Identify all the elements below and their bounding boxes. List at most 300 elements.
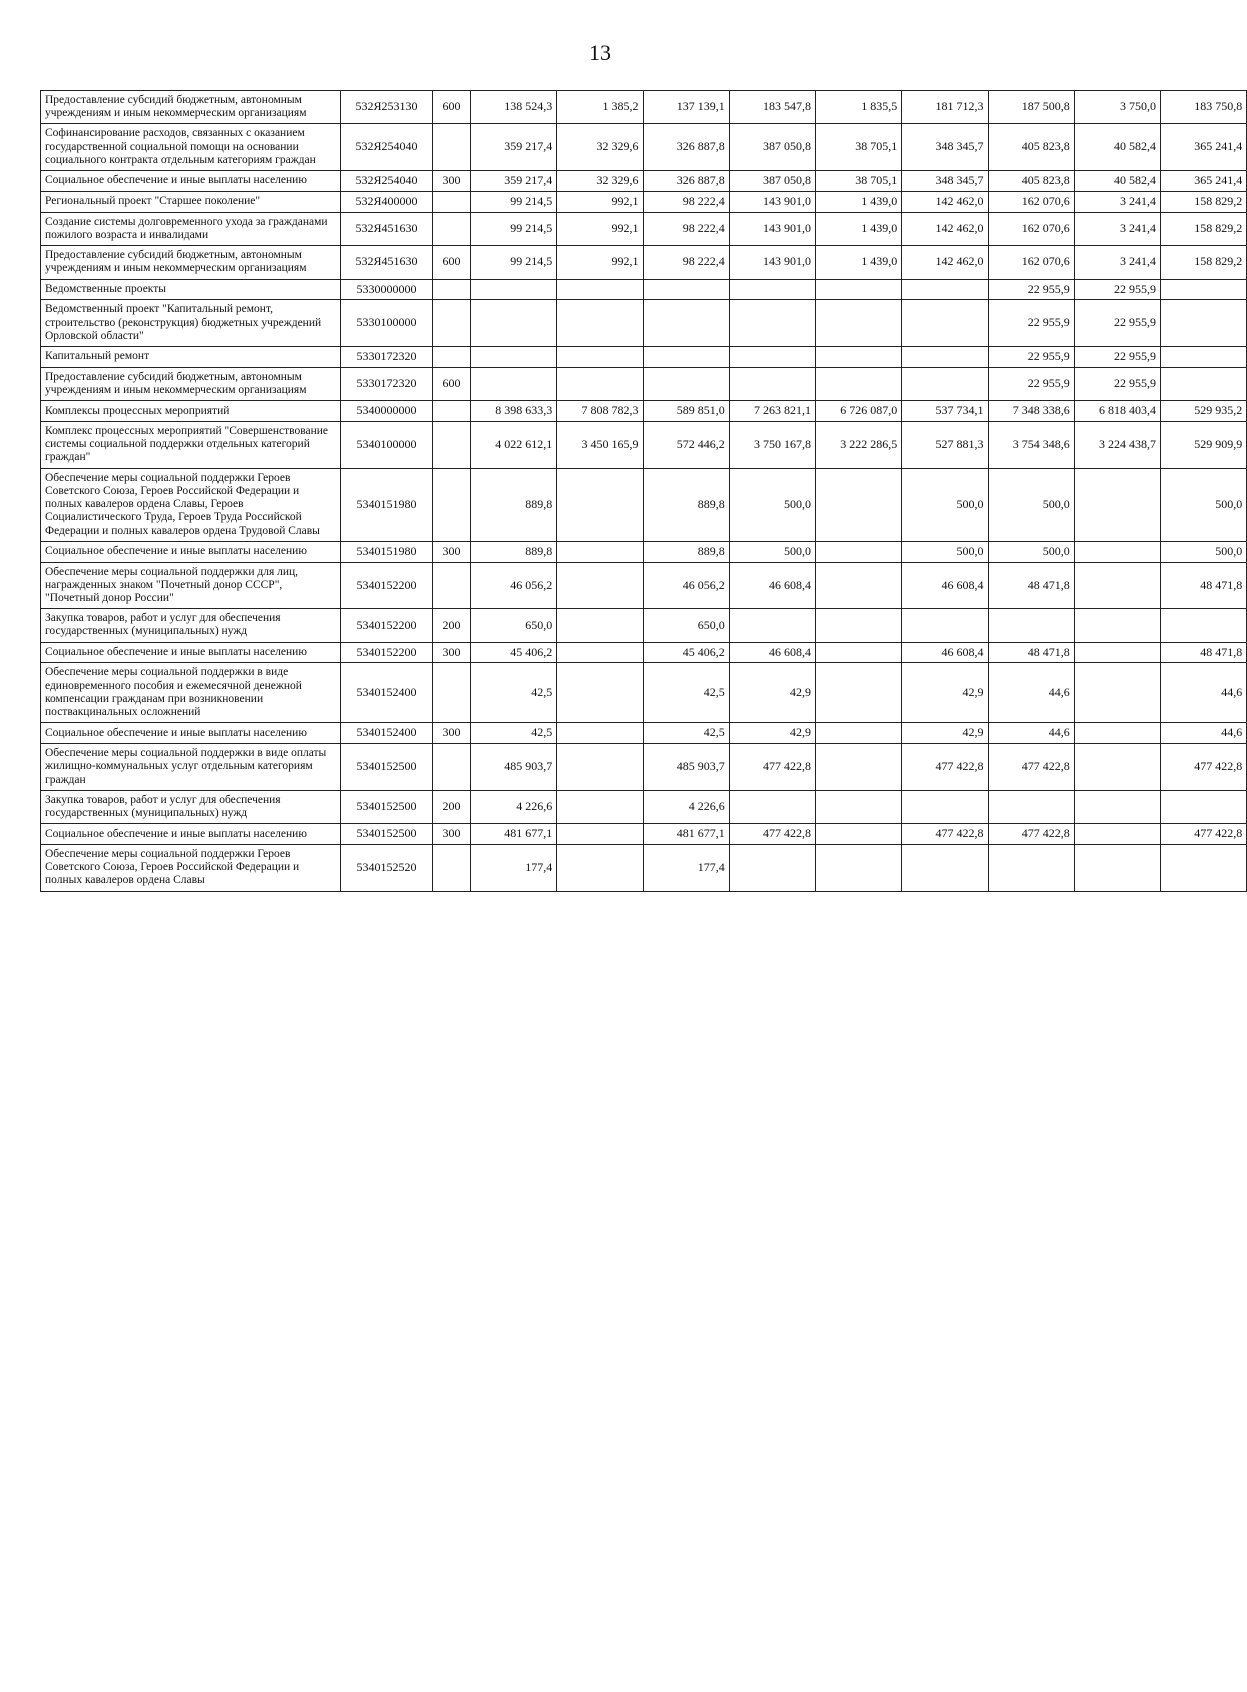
- row-code: 532Я254040: [341, 124, 433, 171]
- row-amount: 527 881,3: [902, 422, 988, 469]
- row-amount: [988, 845, 1074, 892]
- row-amount: 177,4: [643, 845, 729, 892]
- row-amount: 650,0: [471, 609, 557, 642]
- budget-table: [40, 90, 1247, 892]
- row-description: Региональный проект "Старшее поколение": [41, 191, 341, 212]
- row-description: Комплексы процессных мероприятий: [41, 401, 341, 422]
- row-amount: 500,0: [988, 468, 1074, 541]
- row-amount: 500,0: [1161, 541, 1247, 562]
- row-amount: 3 241,4: [1074, 246, 1160, 279]
- row-amount: 3 241,4: [1074, 191, 1160, 212]
- row-amount: 477 422,8: [1161, 824, 1247, 845]
- row-amount: [816, 541, 902, 562]
- row-amount: [729, 845, 815, 892]
- row-amount: 992,1: [557, 246, 643, 279]
- row-description: Капитальный ремонт: [41, 347, 341, 368]
- row-amount: 4 226,6: [471, 790, 557, 823]
- row-code: 5340152200: [341, 609, 433, 642]
- row-amount: 46 608,4: [729, 562, 815, 609]
- row-amount: [471, 367, 557, 400]
- row-amount: [816, 642, 902, 663]
- row-amount: 365 241,4: [1161, 124, 1247, 171]
- row-amount: 3 224 438,7: [1074, 422, 1160, 469]
- table-row: [41, 124, 1247, 171]
- row-type-code: [433, 212, 471, 245]
- row-amount: [557, 279, 643, 300]
- row-description: Софинансирование расходов, связанных с оказанием государственной социальной помощи на основании социального контракта отдельным категориям граждан: [41, 124, 341, 171]
- row-amount: 889,8: [643, 468, 729, 541]
- row-code: 5340152400: [341, 723, 433, 744]
- row-amount: 3 750 167,8: [729, 422, 815, 469]
- row-amount: 537 734,1: [902, 401, 988, 422]
- row-amount: [902, 609, 988, 642]
- table-row: [41, 246, 1247, 279]
- row-amount: 99 214,5: [471, 191, 557, 212]
- row-amount: 3 750,0: [1074, 91, 1160, 124]
- row-amount: 477 422,8: [902, 824, 988, 845]
- row-amount: 1 835,5: [816, 91, 902, 124]
- row-amount: [557, 642, 643, 663]
- row-amount: 32 329,6: [557, 124, 643, 171]
- row-code: 5330100000: [341, 300, 433, 347]
- row-amount: 38 705,1: [816, 124, 902, 171]
- row-amount: 326 887,8: [643, 171, 729, 192]
- row-amount: [1161, 347, 1247, 368]
- row-amount: 44,6: [1161, 723, 1247, 744]
- row-amount: [557, 609, 643, 642]
- row-amount: 177,4: [471, 845, 557, 892]
- row-amount: 44,6: [988, 723, 1074, 744]
- row-amount: [816, 790, 902, 823]
- row-amount: 46 608,4: [902, 642, 988, 663]
- row-description: Обеспечение меры социальной поддержки Героев Советского Союза, Героев Российской Федерации и полных кавалеров ордена Славы: [41, 845, 341, 892]
- row-amount: 48 471,8: [988, 642, 1074, 663]
- table-row: [41, 744, 1247, 791]
- row-amount: [816, 367, 902, 400]
- row-amount: [1074, 824, 1160, 845]
- row-amount: 38 705,1: [816, 171, 902, 192]
- row-code: 5340152200: [341, 562, 433, 609]
- row-amount: 650,0: [643, 609, 729, 642]
- row-amount: 8 398 633,3: [471, 401, 557, 422]
- row-description: Социальное обеспечение и иные выплаты населению: [41, 642, 341, 663]
- row-amount: 22 955,9: [1074, 367, 1160, 400]
- row-amount: [1161, 845, 1247, 892]
- row-amount: 6 818 403,4: [1074, 401, 1160, 422]
- table-row: [41, 171, 1247, 192]
- row-code: 532Я254040: [341, 171, 433, 192]
- row-description: Предоставление субсидий бюджетным, автономным учреждениям и иным некоммерческим организациям: [41, 91, 341, 124]
- row-amount: 529 935,2: [1161, 401, 1247, 422]
- row-code: 532Я451630: [341, 212, 433, 245]
- row-amount: 500,0: [988, 541, 1074, 562]
- row-amount: [1074, 562, 1160, 609]
- row-amount: 181 712,3: [902, 91, 988, 124]
- row-amount: 326 887,8: [643, 124, 729, 171]
- row-amount: 142 462,0: [902, 212, 988, 245]
- row-amount: 142 462,0: [902, 191, 988, 212]
- row-amount: [557, 541, 643, 562]
- row-code: 5340152520: [341, 845, 433, 892]
- row-amount: 992,1: [557, 191, 643, 212]
- row-amount: 162 070,6: [988, 191, 1074, 212]
- row-amount: 348 345,7: [902, 171, 988, 192]
- row-amount: 48 471,8: [1161, 562, 1247, 609]
- row-amount: 481 677,1: [471, 824, 557, 845]
- row-amount: [1161, 367, 1247, 400]
- row-amount: 359 217,4: [471, 124, 557, 171]
- table-row: [41, 422, 1247, 469]
- row-type-code: 200: [433, 790, 471, 823]
- row-amount: [557, 663, 643, 723]
- table-row: [41, 541, 1247, 562]
- row-code: 5340100000: [341, 422, 433, 469]
- row-amount: [1161, 300, 1247, 347]
- row-amount: [816, 663, 902, 723]
- row-type-code: [433, 468, 471, 541]
- row-code: 5340151980: [341, 468, 433, 541]
- page-number: 13: [589, 40, 611, 65]
- row-type-code: [433, 845, 471, 892]
- table-row: [41, 91, 1247, 124]
- row-amount: [557, 347, 643, 368]
- row-amount: 22 955,9: [988, 347, 1074, 368]
- row-type-code: [433, 300, 471, 347]
- table-row: [41, 279, 1247, 300]
- row-description: Обеспечение меры социальной поддержки в виде единовременного пособия и ежемесячной денежной компенсации гражданам при возникновении поствакцинальных осложнений: [41, 663, 341, 723]
- row-amount: 45 406,2: [643, 642, 729, 663]
- row-description: Предоставление субсидий бюджетным, автономным учреждениям и иным некоммерческим организациям: [41, 246, 341, 279]
- row-amount: [902, 300, 988, 347]
- row-amount: 40 582,4: [1074, 124, 1160, 171]
- row-amount: [816, 300, 902, 347]
- row-amount: 3 754 348,6: [988, 422, 1074, 469]
- row-amount: [557, 824, 643, 845]
- row-description: Ведомственные проекты: [41, 279, 341, 300]
- row-amount: 99 214,5: [471, 246, 557, 279]
- row-amount: 143 901,0: [729, 246, 815, 279]
- row-amount: 4 226,6: [643, 790, 729, 823]
- row-amount: [729, 367, 815, 400]
- row-amount: 387 050,8: [729, 124, 815, 171]
- row-amount: [471, 300, 557, 347]
- row-amount: 48 471,8: [1161, 642, 1247, 663]
- row-amount: 46 056,2: [471, 562, 557, 609]
- row-amount: 348 345,7: [902, 124, 988, 171]
- row-amount: 481 677,1: [643, 824, 729, 845]
- row-amount: 1 385,2: [557, 91, 643, 124]
- row-description: Социальное обеспечение и иные выплаты населению: [41, 824, 341, 845]
- row-amount: 1 439,0: [816, 246, 902, 279]
- row-amount: [1074, 609, 1160, 642]
- row-amount: [643, 300, 729, 347]
- row-amount: [902, 367, 988, 400]
- row-type-code: [433, 401, 471, 422]
- row-code: 5340152500: [341, 790, 433, 823]
- row-type-code: 600: [433, 367, 471, 400]
- row-type-code: [433, 422, 471, 469]
- row-type-code: 300: [433, 824, 471, 845]
- row-description: Закупка товаров, работ и услуг для обеспечения государственных (муниципальных) нужд: [41, 790, 341, 823]
- row-amount: 7 263 821,1: [729, 401, 815, 422]
- row-amount: [902, 279, 988, 300]
- row-amount: 485 903,7: [471, 744, 557, 791]
- row-amount: 889,8: [471, 468, 557, 541]
- row-code: 5340151980: [341, 541, 433, 562]
- row-amount: 158 829,2: [1161, 212, 1247, 245]
- row-amount: 22 955,9: [988, 367, 1074, 400]
- row-amount: 3 450 165,9: [557, 422, 643, 469]
- row-amount: 32 329,6: [557, 171, 643, 192]
- row-amount: 98 222,4: [643, 191, 729, 212]
- row-amount: [816, 723, 902, 744]
- row-amount: 183 750,8: [1161, 91, 1247, 124]
- row-description: Обеспечение меры социальной поддержки для лиц, награжденных знаком "Почетный донор СССР", "Почетный донор России": [41, 562, 341, 609]
- row-amount: 477 422,8: [1161, 744, 1247, 791]
- row-amount: 365 241,4: [1161, 171, 1247, 192]
- row-amount: 500,0: [729, 541, 815, 562]
- row-description: Социальное обеспечение и иные выплаты населению: [41, 723, 341, 744]
- row-amount: [816, 347, 902, 368]
- row-amount: 42,9: [902, 723, 988, 744]
- row-amount: [557, 744, 643, 791]
- row-type-code: 300: [433, 723, 471, 744]
- table-row: [41, 723, 1247, 744]
- row-amount: 3 241,4: [1074, 212, 1160, 245]
- row-amount: [557, 468, 643, 541]
- row-amount: 46 056,2: [643, 562, 729, 609]
- row-amount: 45 406,2: [471, 642, 557, 663]
- row-amount: [902, 347, 988, 368]
- row-code: 5340152500: [341, 744, 433, 791]
- row-amount: [729, 300, 815, 347]
- row-code: 5340152500: [341, 824, 433, 845]
- row-type-code: 300: [433, 541, 471, 562]
- row-description: Ведомственный проект "Капитальный ремонт, строительство (реконструкция) бюджетных учреждений Орловской области": [41, 300, 341, 347]
- row-amount: 143 901,0: [729, 191, 815, 212]
- row-amount: 889,8: [471, 541, 557, 562]
- row-amount: 98 222,4: [643, 246, 729, 279]
- row-code: 5330000000: [341, 279, 433, 300]
- row-amount: [1074, 723, 1160, 744]
- row-type-code: [433, 347, 471, 368]
- row-amount: 98 222,4: [643, 212, 729, 245]
- row-amount: [816, 279, 902, 300]
- row-amount: [816, 468, 902, 541]
- row-amount: [1161, 790, 1247, 823]
- row-amount: [729, 279, 815, 300]
- row-amount: 6 726 087,0: [816, 401, 902, 422]
- row-amount: 889,8: [643, 541, 729, 562]
- row-type-code: 300: [433, 642, 471, 663]
- row-amount: [902, 845, 988, 892]
- row-code: 5330172320: [341, 367, 433, 400]
- row-amount: 589 851,0: [643, 401, 729, 422]
- row-amount: [988, 790, 1074, 823]
- row-amount: [816, 609, 902, 642]
- row-amount: 22 955,9: [1074, 279, 1160, 300]
- table-row: [41, 562, 1247, 609]
- row-description: Обеспечение меры социальной поддержки в виде оплаты жилищно-коммунальных услуг отдельным категориям граждан: [41, 744, 341, 791]
- table-row: [41, 642, 1247, 663]
- row-amount: 477 422,8: [988, 824, 1074, 845]
- row-amount: [902, 790, 988, 823]
- row-amount: 500,0: [1161, 468, 1247, 541]
- row-amount: [557, 562, 643, 609]
- row-amount: 1 439,0: [816, 191, 902, 212]
- row-amount: 22 955,9: [988, 300, 1074, 347]
- row-amount: 22 955,9: [1074, 300, 1160, 347]
- row-amount: 46 608,4: [729, 642, 815, 663]
- row-amount: 46 608,4: [902, 562, 988, 609]
- row-amount: 158 829,2: [1161, 246, 1247, 279]
- table-row: [41, 300, 1247, 347]
- row-amount: [643, 367, 729, 400]
- table-row: [41, 212, 1247, 245]
- row-amount: 500,0: [729, 468, 815, 541]
- row-code: 5340000000: [341, 401, 433, 422]
- row-amount: 7 348 338,6: [988, 401, 1074, 422]
- table-row: [41, 845, 1247, 892]
- row-type-code: [433, 562, 471, 609]
- table-row: [41, 367, 1247, 400]
- row-amount: [1074, 663, 1160, 723]
- row-amount: 42,9: [729, 663, 815, 723]
- row-type-code: [433, 279, 471, 300]
- row-amount: 162 070,6: [988, 212, 1074, 245]
- row-amount: 477 422,8: [902, 744, 988, 791]
- table-row: [41, 468, 1247, 541]
- row-amount: [1074, 642, 1160, 663]
- row-description: Социальное обеспечение и иные выплаты населению: [41, 171, 341, 192]
- row-amount: 359 217,4: [471, 171, 557, 192]
- row-amount: 44,6: [988, 663, 1074, 723]
- row-amount: [816, 744, 902, 791]
- row-amount: [1074, 468, 1160, 541]
- row-amount: [988, 609, 1074, 642]
- budget-table-body: [41, 91, 1247, 892]
- row-amount: 992,1: [557, 212, 643, 245]
- row-amount: 42,5: [643, 723, 729, 744]
- row-amount: 40 582,4: [1074, 171, 1160, 192]
- row-amount: 42,5: [643, 663, 729, 723]
- row-type-code: 200: [433, 609, 471, 642]
- table-row: [41, 790, 1247, 823]
- table-row: [41, 663, 1247, 723]
- row-amount: 405 823,8: [988, 171, 1074, 192]
- row-amount: 500,0: [902, 468, 988, 541]
- row-amount: 405 823,8: [988, 124, 1074, 171]
- row-amount: 1 439,0: [816, 212, 902, 245]
- row-type-code: [433, 744, 471, 791]
- row-description: Создание системы долговременного ухода за гражданами пожилого возраста и инвалидами: [41, 212, 341, 245]
- row-amount: 42,5: [471, 723, 557, 744]
- row-type-code: 300: [433, 171, 471, 192]
- table-row: [41, 609, 1247, 642]
- row-amount: 7 808 782,3: [557, 401, 643, 422]
- row-description: Предоставление субсидий бюджетным, автономным учреждениям и иным некоммерческим организациям: [41, 367, 341, 400]
- row-amount: [729, 609, 815, 642]
- row-amount: 500,0: [902, 541, 988, 562]
- row-amount: [1161, 609, 1247, 642]
- row-amount: 44,6: [1161, 663, 1247, 723]
- row-type-code: [433, 191, 471, 212]
- row-description: Закупка товаров, работ и услуг для обеспечения государственных (муниципальных) нужд: [41, 609, 341, 642]
- row-amount: [557, 723, 643, 744]
- row-type-code: [433, 124, 471, 171]
- table-row: [41, 824, 1247, 845]
- row-amount: 4 022 612,1: [471, 422, 557, 469]
- row-amount: 477 422,8: [729, 744, 815, 791]
- row-amount: [1074, 790, 1160, 823]
- row-amount: 162 070,6: [988, 246, 1074, 279]
- row-type-code: 600: [433, 91, 471, 124]
- row-amount: 529 909,9: [1161, 422, 1247, 469]
- row-amount: [643, 279, 729, 300]
- row-amount: 138 524,3: [471, 91, 557, 124]
- row-amount: 143 901,0: [729, 212, 815, 245]
- row-amount: [729, 790, 815, 823]
- table-row: [41, 401, 1247, 422]
- row-amount: 22 955,9: [1074, 347, 1160, 368]
- row-description: Комплекс процессных мероприятий "Совершенствование системы социальной поддержки отдельных категорий граждан": [41, 422, 341, 469]
- row-amount: 477 422,8: [729, 824, 815, 845]
- row-amount: 42,9: [729, 723, 815, 744]
- row-amount: [557, 845, 643, 892]
- row-amount: 158 829,2: [1161, 191, 1247, 212]
- row-amount: [816, 824, 902, 845]
- row-amount: [1161, 279, 1247, 300]
- row-amount: [557, 367, 643, 400]
- row-amount: 387 050,8: [729, 171, 815, 192]
- row-amount: 42,5: [471, 663, 557, 723]
- table-row: [41, 191, 1247, 212]
- row-amount: 183 547,8: [729, 91, 815, 124]
- row-type-code: 600: [433, 246, 471, 279]
- row-code: 5340152400: [341, 663, 433, 723]
- row-amount: 22 955,9: [988, 279, 1074, 300]
- row-amount: [471, 347, 557, 368]
- row-amount: [816, 845, 902, 892]
- row-amount: 485 903,7: [643, 744, 729, 791]
- row-amount: 42,9: [902, 663, 988, 723]
- row-amount: [816, 562, 902, 609]
- row-code: 532Я253130: [341, 91, 433, 124]
- row-type-code: [433, 663, 471, 723]
- row-amount: [729, 347, 815, 368]
- table-row: [41, 347, 1247, 368]
- row-amount: 99 214,5: [471, 212, 557, 245]
- row-amount: 572 446,2: [643, 422, 729, 469]
- row-code: 532Я451630: [341, 246, 433, 279]
- row-code: 5340152200: [341, 642, 433, 663]
- row-amount: 48 471,8: [988, 562, 1074, 609]
- row-amount: [1074, 541, 1160, 562]
- row-amount: [557, 790, 643, 823]
- row-code: 5330172320: [341, 347, 433, 368]
- row-amount: [471, 279, 557, 300]
- row-description: Социальное обеспечение и иные выплаты населению: [41, 541, 341, 562]
- row-code: 532Я400000: [341, 191, 433, 212]
- row-amount: 137 139,1: [643, 91, 729, 124]
- row-amount: [643, 347, 729, 368]
- row-amount: [1074, 845, 1160, 892]
- row-amount: 3 222 286,5: [816, 422, 902, 469]
- row-amount: 142 462,0: [902, 246, 988, 279]
- row-description: Обеспечение меры социальной поддержки Героев Советского Союза, Героев Российской Федерации и полных кавалеров ордена Славы, Героев Социалистического Труда, Героев Труда Российской Федерации и полных кавалеров ордена Трудовой Славы: [41, 468, 341, 541]
- row-amount: [1074, 744, 1160, 791]
- row-amount: 187 500,8: [988, 91, 1074, 124]
